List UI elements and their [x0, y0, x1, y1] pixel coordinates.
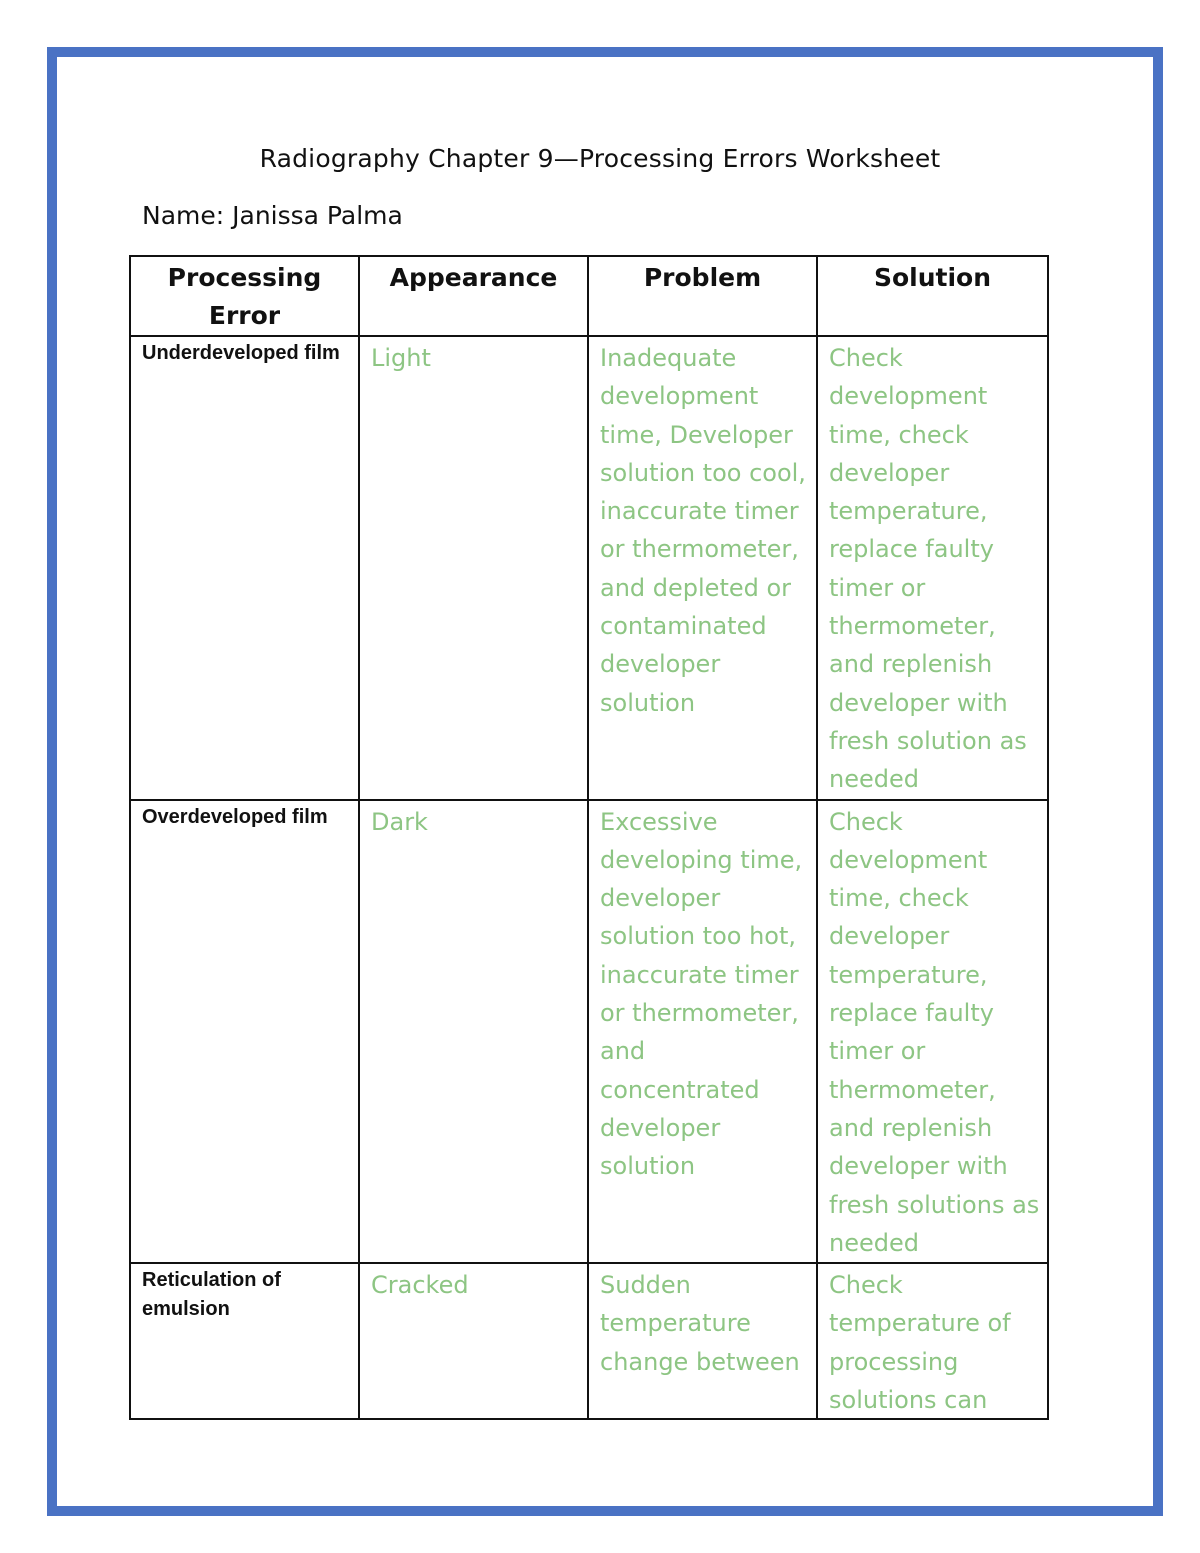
page-title: Radiography Chapter 9—Processing Errors Worksheet — [259, 144, 941, 173]
cell-problem: Excessive developing time, developer solution too hot, inaccurate timer or thermometer, and concentrated developer solution — [588, 800, 817, 1264]
cell-solution — [817, 1263, 1048, 1419]
cell-problem — [588, 1263, 817, 1419]
cell-problem-text: Sudden temperature change between — [600, 1271, 800, 1376]
table-row — [130, 1263, 1048, 1419]
cell-solution: Check development time, check developer temperature, replace faulty timer or thermometer, and replenish developer with fresh solution as needed — [817, 336, 1048, 800]
cell-problem: Inadequate development time, Developer solution too cool, inaccurate timer or thermometer, and depleted or contaminated developer solution — [588, 336, 817, 800]
cell-error: Underdeveloped film — [130, 336, 359, 800]
header-appearance: Appearance — [359, 256, 588, 336]
header-problem: Problem — [588, 256, 817, 336]
cell-error-text: Reticulation of emulsion — [142, 1269, 281, 1321]
cell-appearance: Light — [359, 336, 588, 800]
cell-solution-text: Check temperature of processing solutions can — [829, 1271, 1011, 1415]
cell-appearance — [359, 1263, 588, 1419]
header-processing-error: Processing Error — [130, 256, 359, 336]
cell-appearance: Dark — [359, 800, 588, 1264]
table-row — [130, 800, 1048, 1264]
cell-solution: Check development time, check developer temperature, replace faulty timer or thermometer, and replenish developer with fresh solutions as needed — [817, 800, 1048, 1264]
table-header-row — [130, 256, 1048, 336]
processing-errors-table — [129, 255, 1049, 1420]
cell-error: Overdeveloped film — [130, 800, 359, 1264]
cell-appearance-text: Cracked — [371, 1271, 469, 1300]
header-solution: Solution — [817, 256, 1048, 336]
cell-error — [130, 1263, 359, 1419]
student-name: Name: Janissa Palma — [142, 201, 403, 230]
table-row — [130, 336, 1048, 800]
